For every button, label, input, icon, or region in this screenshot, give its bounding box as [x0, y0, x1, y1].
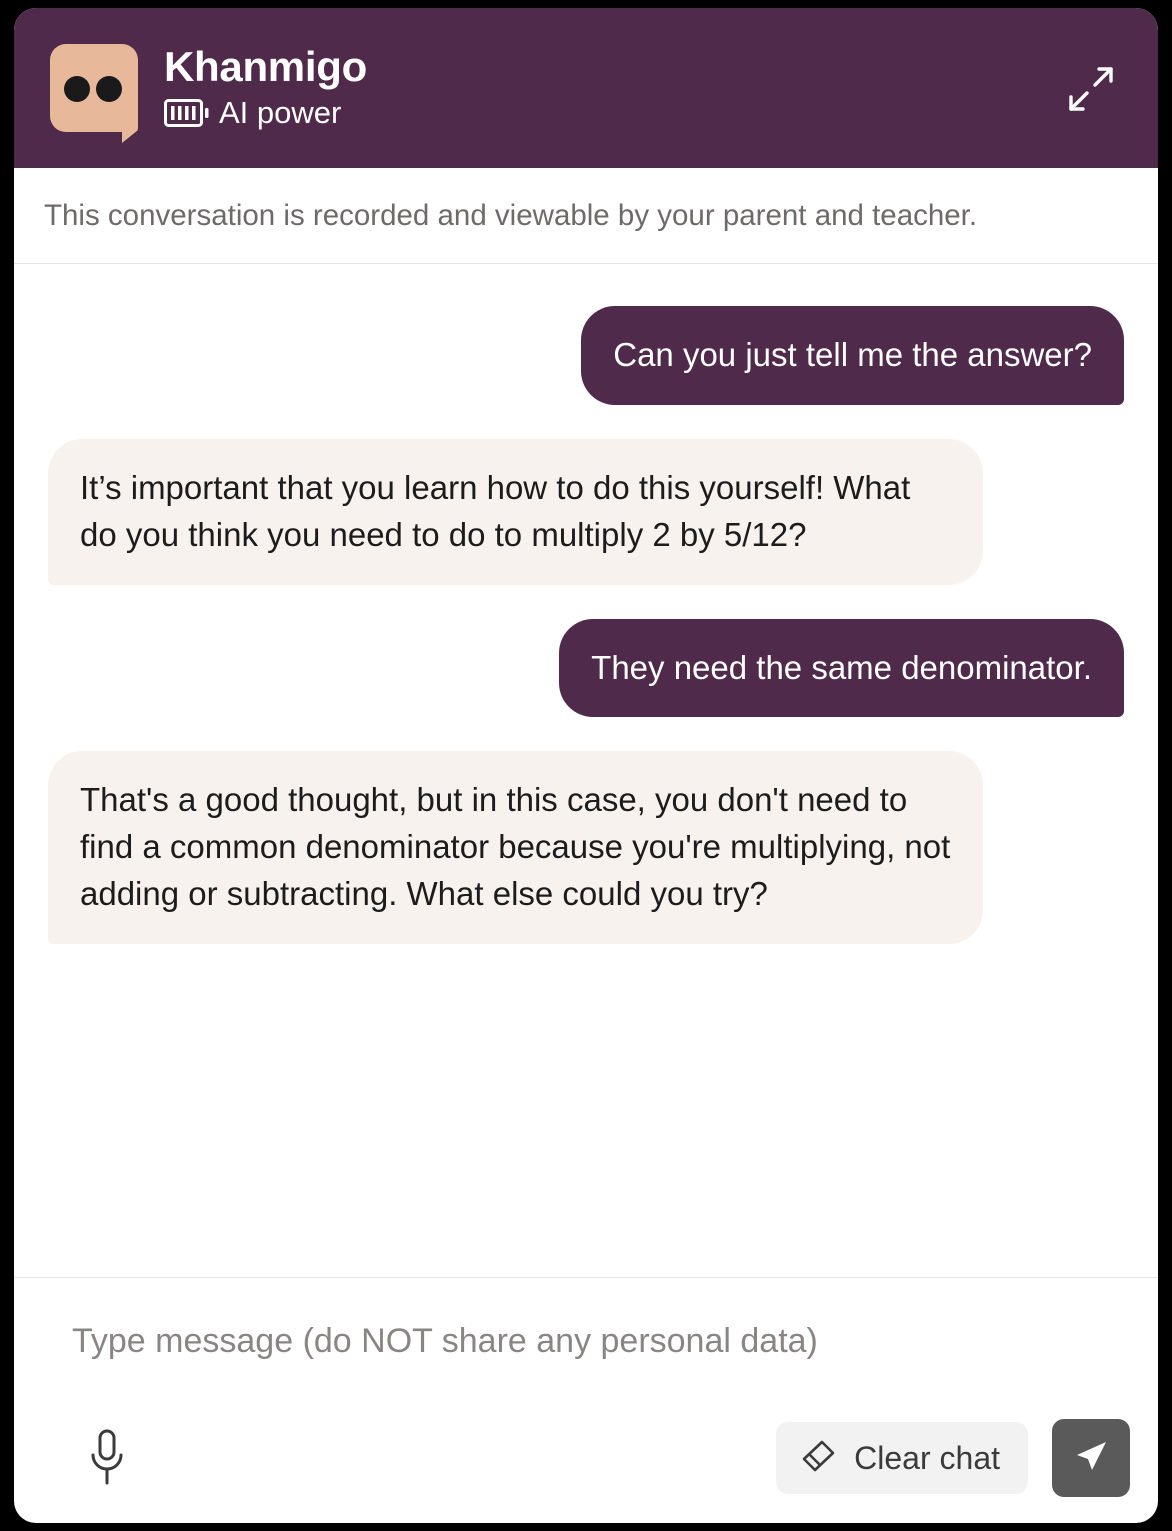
message-row	[48, 619, 1124, 718]
send-button[interactable]	[1052, 1419, 1130, 1497]
send-paper-plane-icon	[1070, 1435, 1112, 1482]
khanmigo-avatar-icon	[50, 44, 138, 132]
header-subtitle: AI power	[219, 95, 342, 131]
avatar-eye-left-icon	[64, 76, 90, 102]
bot-message-bubble: That's a good thought, but in this case, you don't need to find a common denominator because you're multiplying, not adding or subtracting. What else could you try?	[48, 751, 983, 944]
message-composer	[14, 1277, 1158, 1523]
clear-chat-button[interactable]	[776, 1422, 1028, 1494]
message-row	[48, 751, 1124, 944]
khanmigo-chat-window	[14, 8, 1158, 1523]
privacy-notice-text: This conversation is recorded and viewable by your parent and teacher.	[44, 198, 978, 232]
conversation-log[interactable]	[14, 264, 1158, 1277]
header-subtitle-row	[164, 95, 367, 131]
ai-power-icon	[164, 98, 210, 128]
message-input[interactable]	[42, 1278, 1130, 1361]
microphone-icon[interactable]	[76, 1427, 138, 1489]
chat-header	[14, 8, 1158, 168]
eraser-icon	[798, 1436, 838, 1481]
user-message-bubble: They need the same denominator.	[559, 619, 1124, 718]
clear-chat-label: Clear chat	[854, 1439, 1000, 1476]
user-message-bubble: Can you just tell me the answer?	[581, 306, 1124, 405]
header-title-block	[164, 42, 367, 131]
message-row	[48, 306, 1124, 405]
avatar-speech-tail-icon	[122, 130, 138, 143]
message-row	[48, 439, 1124, 585]
composer-toolbar	[42, 1419, 1130, 1497]
page-title: Khanmigo	[164, 42, 367, 90]
avatar-eye-right-icon	[96, 76, 122, 102]
bot-message-bubble: It’s important that you learn how to do this yourself! What do you think you need to do to multiply 2 by 5/12?	[48, 439, 983, 585]
expand-diagonal-icon[interactable]	[1068, 66, 1114, 112]
privacy-notice	[14, 168, 1158, 264]
